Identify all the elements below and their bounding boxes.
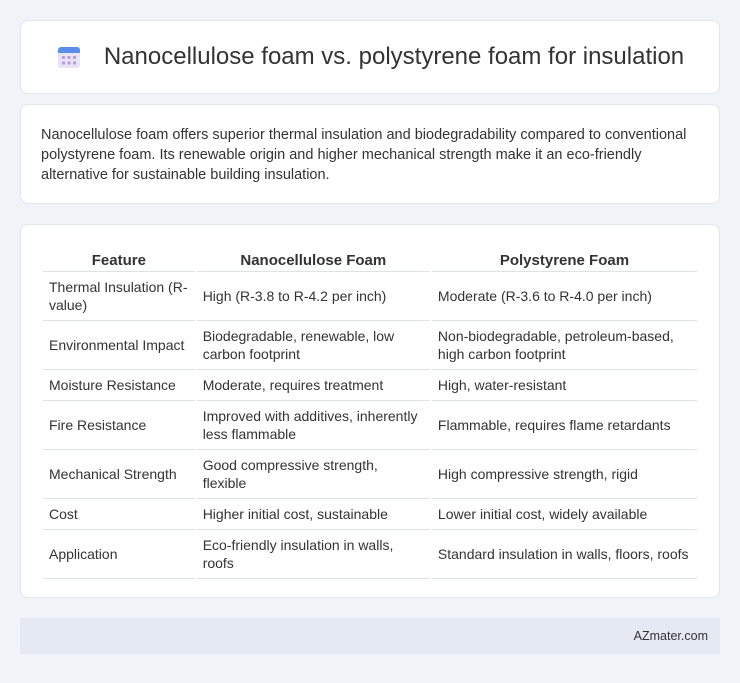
comparison-table (41, 245, 699, 579)
table-cell: Moderate (R-3.6 to R-4.0 per inch) (432, 272, 697, 321)
footer (20, 618, 720, 654)
table-row (43, 450, 697, 499)
table-cell: Non-biodegradable, petroleum-based, high carbon footprint (432, 321, 697, 370)
column-header-polystyrene: Polystyrene Foam (432, 245, 697, 272)
table-header-row (43, 245, 697, 272)
column-header-feature: Feature (43, 245, 195, 272)
table-cell: Lower initial cost, widely available (432, 499, 697, 530)
table-cell: Biodegradable, renewable, low carbon footprint (197, 321, 430, 370)
intro-text: Nanocellulose foam offers superior thermal insulation and biodegradability compared to conventional polystyrene foam. Its renewable origin and higher mechanical strength make it an eco-friendly alternative for sustainable building insulation. (41, 127, 687, 183)
table-row (43, 530, 697, 579)
table-row (43, 370, 697, 401)
table-cell: Eco-friendly insulation in walls, roofs (197, 530, 430, 579)
table-cell: Good compressive strength, flexible (197, 450, 430, 499)
table-cell: High (R-3.8 to R-4.2 per inch) (197, 272, 430, 321)
comparison-table-card (20, 224, 720, 598)
table-cell: Higher initial cost, sustainable (197, 499, 430, 530)
table-cell: Environmental Impact (43, 321, 195, 370)
column-header-nanocellulose: Nanocellulose Foam (197, 245, 430, 272)
table-row (43, 272, 697, 321)
table-row (43, 321, 697, 370)
title-card (20, 20, 720, 94)
table-cell: Standard insulation in walls, floors, roofs (432, 530, 697, 579)
table-cell: Cost (43, 499, 195, 530)
table-cell: High, water-resistant (432, 370, 697, 401)
footer-brand[interactable]: AZmater.com (633, 629, 708, 643)
table-cell: Mechanical Strength (43, 450, 195, 499)
intro-card (20, 104, 720, 204)
table-cell: Fire Resistance (43, 401, 195, 450)
page-title: Nanocellulose foam vs. polystyrene foam for insulation (103, 43, 685, 70)
table-cell: Moderate, requires treatment (197, 370, 430, 401)
table-row (43, 499, 697, 530)
table-cell: Thermal Insulation (R-value) (43, 272, 195, 321)
table-cell: Moisture Resistance (43, 370, 195, 401)
table-cell: High compressive strength, rigid (432, 450, 697, 499)
table-cell: Flammable, requires flame retardants (432, 401, 697, 450)
table-row (43, 401, 697, 450)
table-cell: Application (43, 530, 195, 579)
calendar-icon (56, 44, 82, 70)
table-cell: Improved with additives, inherently less flammable (197, 401, 430, 450)
